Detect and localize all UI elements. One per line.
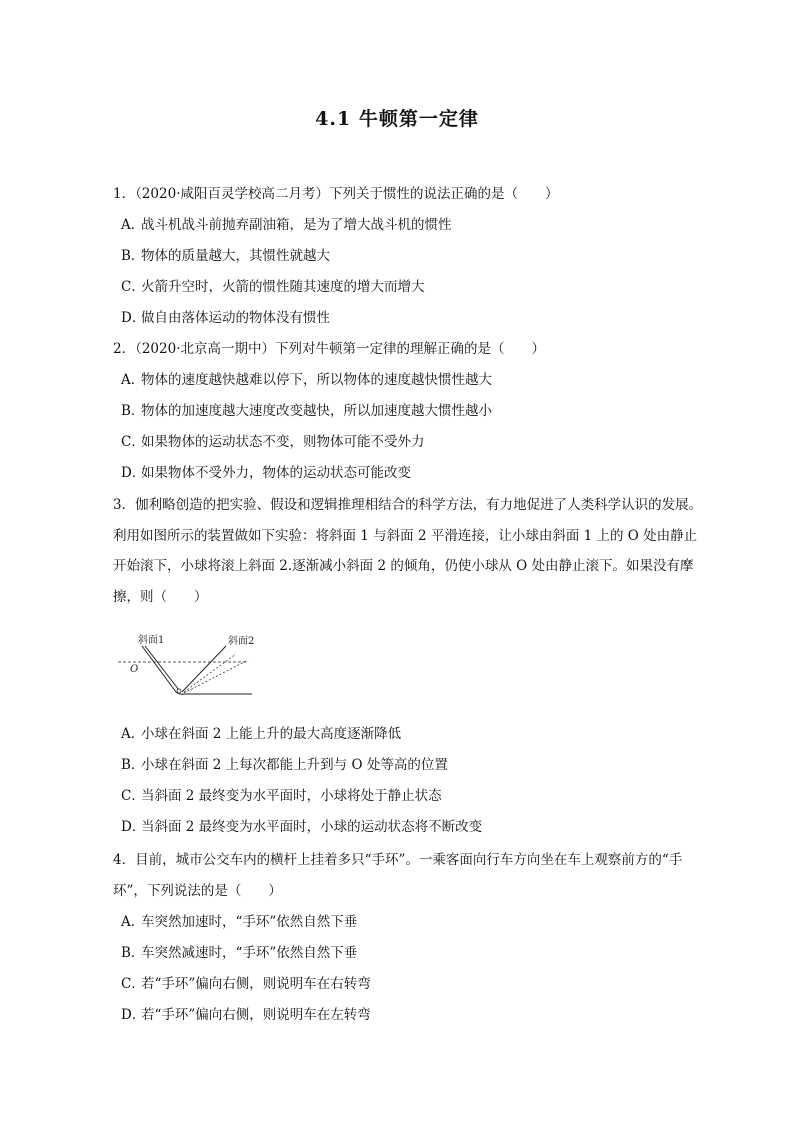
option-c: C．若“手环”偏向右侧，则说明车在右转弯 (121, 976, 371, 992)
question-2 (113, 335, 703, 490)
question-stem (113, 845, 703, 906)
option-list (113, 720, 703, 842)
question-stem (113, 180, 703, 209)
label-incline-2: 斜面2 (228, 636, 255, 647)
question-number: 1． (113, 186, 136, 202)
option-a: A．物体的速度越快越难以停下，所以物体的速度越快惯性越大 (121, 372, 492, 388)
question-stem (113, 335, 703, 364)
question-stem (113, 490, 703, 612)
inclined-planes-figure (118, 632, 258, 696)
question-1 (113, 180, 703, 335)
option-a: A．战斗机战斗前抛弃副油箱，是为了增大战斗机的惯性 (121, 217, 452, 233)
label-incline-1: 斜面1 (138, 635, 165, 646)
question-text: （2020·北京高一期中）下列对牛顿第一定律的理解正确的是（ ） (135, 341, 545, 357)
incline-2-reduced (184, 654, 236, 692)
label-point-o: O (130, 664, 139, 675)
option-d: D．当斜面 2 最终变为水平面时，小球的运动状态将不断改变 (121, 819, 483, 835)
question-text: （2020·咸阳百灵学校高二月考）下列关于惯性的说法正确的是（ ） (135, 186, 559, 202)
question-4 (113, 845, 703, 1032)
option-b: B．小球在斜面 2 上每次都能上升到与 O 处等高的位置 (121, 757, 448, 773)
option-c: C．火箭升空时，火箭的惯性随其速度的增大而增大 (121, 279, 425, 295)
question-number: 2． (113, 341, 136, 357)
question-text: 目前，城市公交车内的横杆上挂着多只“手环”。一乘客面向行车方向坐在车上观察前方的“手环”，下列说法的是（ ） (113, 852, 683, 899)
option-a: A．小球在斜面 2 上能上升的最大高度逐渐降低 (121, 726, 402, 742)
question-text: 伽利略创造的把实验、假设和逻辑推理相结合的科学方法，有力地促进了人类科学认识的发展。利用如图所示的装置做如下实验：将斜面 1 与斜面 2 平滑连接，让小球由斜面 1 上的 O 处由静止开始滚下，小球将滚上斜面 2.逐渐减小斜面 2 的倾角，仍使小球从 O 处由静止滚下。如果没有摩擦，则（ ） (113, 497, 703, 605)
incline-2 (182, 646, 226, 692)
option-list (113, 366, 703, 488)
option-d: D．如果物体不受外力，物体的运动状态可能改变 (121, 465, 411, 481)
option-b: B．物体的质量越大，其惯性就越大 (121, 248, 330, 264)
page-title: 4.1 牛顿第一定律 (315, 108, 479, 130)
option-list (113, 211, 703, 333)
ball (177, 689, 181, 693)
option-c: C．如果物体的运动状态不变，则物体可能不受外力 (121, 434, 425, 450)
question-3 (113, 490, 703, 612)
question-number: 4． (113, 852, 136, 868)
option-b: B．车突然减速时，“手环”依然自然下垂 (121, 945, 358, 961)
option-d: D．做自由落体运动的物体没有惯性 (121, 310, 330, 326)
incline-1 (142, 646, 176, 692)
option-b: B．物体的加速度越大速度改变越快，所以加速度越大惯性越小 (121, 403, 492, 419)
option-list (113, 908, 703, 1030)
option-c: C．当斜面 2 最终变为水平面时，小球将处于静止状态 (121, 788, 442, 804)
incline-2-reduced (184, 660, 248, 693)
option-a: A．车突然加速时，“手环”依然自然下垂 (121, 914, 358, 930)
question-3-options (113, 720, 703, 844)
option-d: D．若“手环”偏向右侧，则说明车在左转弯 (121, 1007, 371, 1023)
question-number: 3． (113, 497, 136, 513)
